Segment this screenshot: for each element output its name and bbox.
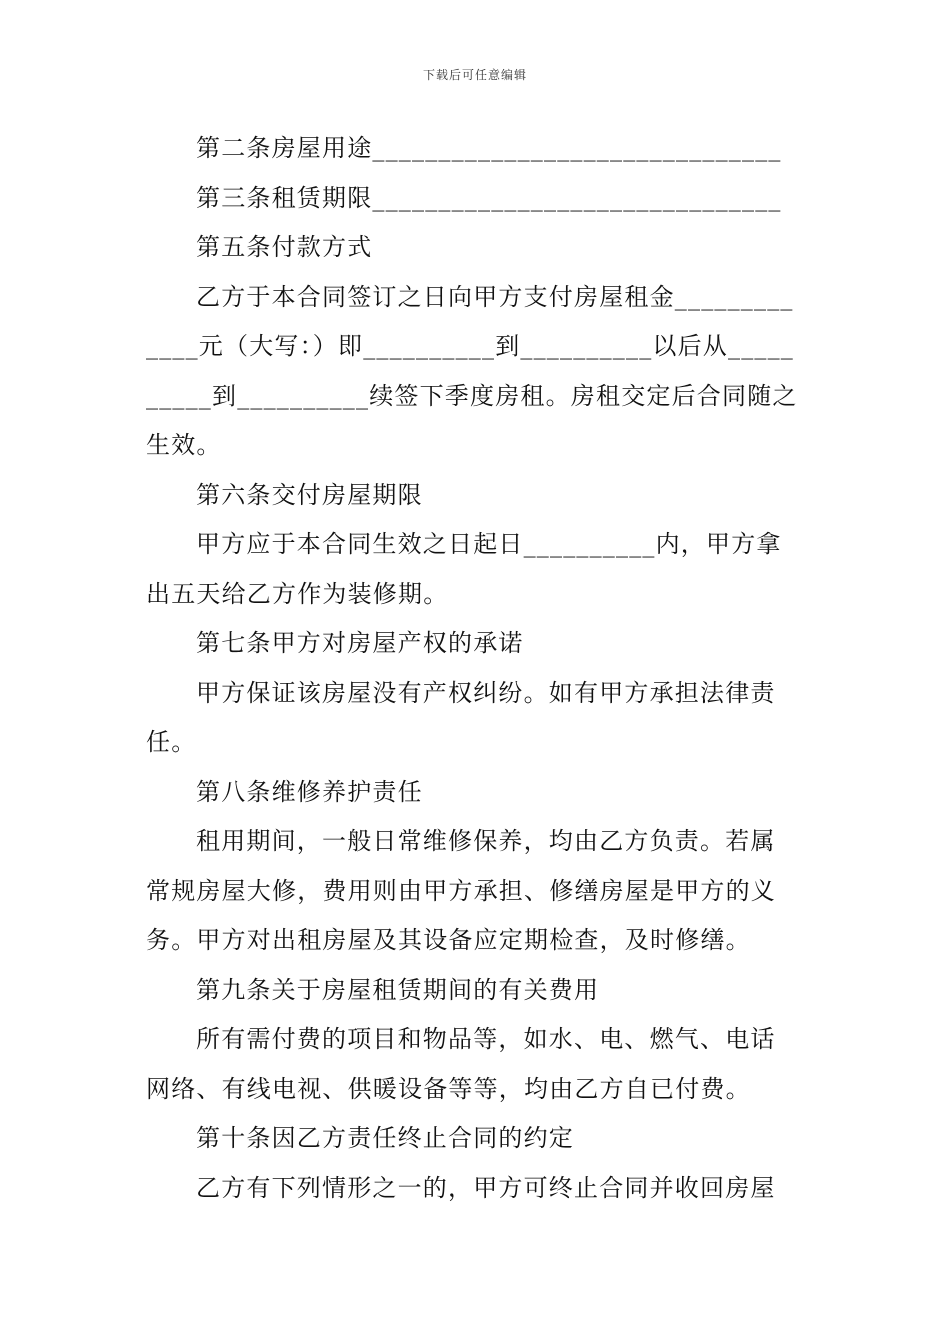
text-line: 第五条付款方式: [196, 233, 373, 261]
text-line: 务。甲方对出租房屋及其设备应定期检查，及时修缮。: [146, 926, 751, 954]
text-line: _____到__________续签下季度房租。房租交定后合同随之: [146, 381, 798, 410]
text-line: 网络、有线电视、供暖设备等等，均由乙方自已付费。: [146, 1074, 751, 1103]
text-line: 第七条甲方对房屋产权的承诺: [196, 629, 524, 657]
text-line: 任。: [146, 728, 197, 756]
page-header: 下载后可任意编辑: [422, 68, 527, 82]
document-body: [146, 124, 808, 1213]
text-line: 乙方有下列情形之一的，甲方可终止合同并收回房屋: [196, 1173, 776, 1202]
text-line: ____元（大写：）即__________到__________以后从_____: [146, 332, 794, 360]
text-line: 乙方于本合同签订之日向甲方支付房屋租金_________: [196, 282, 794, 311]
text-line: 第六条交付房屋期限: [196, 480, 423, 509]
text-line: 租用期间，一般日常维修保养，均由乙方负责。若属: [196, 827, 776, 855]
text-line: 第十条因乙方责任终止合同的约定: [196, 1124, 574, 1152]
text-line: 甲方保证该房屋没有产权纠纷。如有甲方承担法律责: [196, 678, 776, 707]
text-line: 第八条维修养护责任: [196, 777, 423, 806]
text-line: 第三条租赁期限_______________________________: [196, 183, 782, 212]
text-line: 常规房屋大修，费用则由甲方承担、修缮房屋是甲方的义: [146, 876, 776, 905]
text-line: 甲方应于本合同生效之日起日__________内，甲方拿: [196, 530, 782, 558]
text-line: 第二条房屋用途_______________________________: [196, 134, 782, 162]
text-line: 第九条关于房屋租赁期间的有关费用: [196, 975, 600, 1004]
text-line: 出五天给乙方作为装修期。: [146, 579, 449, 608]
text-line: 生效。: [146, 431, 222, 459]
text-line: 所有需付费的项目和物品等，如水、电、燃气、电话: [196, 1025, 776, 1053]
